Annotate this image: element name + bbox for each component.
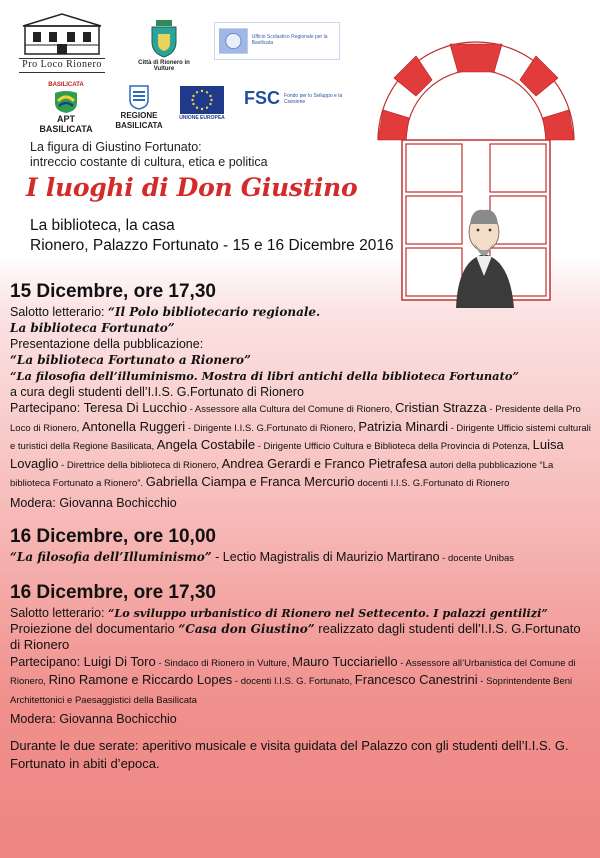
- cura: a cura degli studenti dell’I.I.S. G.Fortunato di Rionero: [10, 385, 304, 399]
- regione-logo: [110, 84, 168, 131]
- salotto-title-2: La biblioteca Fortunato”: [10, 321, 175, 335]
- intro-line-1: La figura di Giustino Fortunato:: [30, 140, 202, 154]
- participant-name: Riccardo Lopes: [141, 672, 233, 687]
- page-title: I luoghi di Don Giustino: [26, 173, 358, 202]
- conjunction: e: [128, 673, 142, 687]
- arch-window-illustration: [358, 28, 594, 308]
- day-2-section: [10, 525, 594, 567]
- proiezione: [10, 621, 594, 654]
- salotto-title: “Lo sviluppo urbanistico di Rionero nel Settecento. I palazzi gentilizi”: [107, 605, 548, 620]
- participant-role: - Presidente della Pro Loco di Rionero,: [10, 404, 581, 434]
- apt-label: APT BASILICATA: [39, 114, 93, 134]
- participant-role: - Assessore alla Cultura del Comune di Rionero,: [187, 404, 396, 415]
- participant-name: Franco Pietrafesa: [324, 455, 427, 471]
- participant-name: Franca Mercurio: [260, 474, 355, 489]
- fsc-label: Fondo per lo Sviluppo e la Coesione: [284, 92, 343, 105]
- event-program: [10, 280, 594, 773]
- ministero-logo: [214, 22, 340, 60]
- participant-role: docenti I.I.S. G.Fortunato di Rionero: [354, 478, 510, 489]
- participant-role: - docenti I.I.S. G. Fortunato,: [232, 676, 355, 687]
- participant-name: Gabriella Ciampa: [145, 474, 247, 489]
- intro-line-2: intreccio costante di cultura, etica e politica: [30, 155, 268, 169]
- participant-role: - Sindaco di Rionero in Vulture,: [155, 657, 293, 669]
- participant-role: - Dirigente Ufficio sistemi culturali e turistici della Regione Basilicata,: [10, 422, 591, 452]
- regione-emblem-icon: [128, 84, 150, 110]
- participant-name: Andrea Gerardi: [221, 455, 311, 471]
- ue-label: UNIONE EUROPEA: [179, 115, 225, 121]
- day-3-salotto: [10, 605, 594, 621]
- lectio-title: “La filosofia dell’Illuminismo”: [10, 549, 212, 564]
- participant-name: Rino Ramone: [48, 672, 129, 687]
- day-3-section: [10, 581, 594, 728]
- participant-role: - Direttrice della biblioteca di Rionero,: [58, 459, 222, 471]
- mostra-title: “La filosofia dell’illuminismo. Mostra di libri antichi della biblioteca Fortunato”: [10, 369, 519, 383]
- day-3-title: 16 Dicembre, ore 17,30: [10, 581, 216, 603]
- salotto-label: Salotto letterario:: [10, 605, 108, 620]
- presentazione: Presentazione della pubblicazione:: [10, 337, 204, 351]
- pro-loco-logo: [14, 12, 110, 73]
- palazzo-icon: [19, 12, 105, 56]
- salotto-label: Salotto letterario:: [10, 305, 108, 319]
- day-3-participants: [10, 654, 594, 710]
- participant-name: Francesco Canestrini: [354, 672, 478, 687]
- participant-name: Antonella Ruggeri: [81, 418, 186, 434]
- participant-name: Teresa Di Lucchio: [83, 400, 187, 415]
- intro-text: [30, 140, 268, 170]
- partecipano-label: Partecipano:: [10, 654, 84, 669]
- ue-logo: [177, 86, 227, 121]
- salotto-title: “Il Polo bibliotecario regionale.: [107, 305, 321, 319]
- participant-role: - Dirigente Ufficio Cultura e Biblioteca della Provincia di Potenza,: [255, 441, 533, 452]
- apt-top-label: BASILICATA: [48, 82, 84, 88]
- participant-name: Luisa Lovaglio: [10, 437, 564, 471]
- ministero-emblem-icon: [219, 26, 248, 56]
- lectio-line: [10, 549, 594, 567]
- comune-label: Città di Rionero in Vulture: [138, 60, 190, 73]
- spacer: [10, 567, 594, 581]
- lectio-text: - Lectio Magistralis di Maurizio Martirano: [211, 549, 440, 564]
- conjunction: e: [310, 456, 325, 471]
- subtitle-line-1: La biblioteca, la casa: [30, 217, 175, 234]
- participant-role: - Assessore all’Urbanistica del Comune di Rionero,: [10, 657, 576, 687]
- eu-flag-icon: [180, 86, 224, 114]
- participant-name: Patrizia Minardi: [358, 418, 448, 434]
- partecipano-label: Partecipano:: [10, 401, 84, 415]
- participant-name: Luigi Di Toro: [83, 653, 156, 669]
- day-1-participants: [10, 400, 594, 493]
- pro-loco-label: Pro Loco Rionero: [19, 58, 105, 73]
- comune-logo: [128, 18, 200, 73]
- apt-logo: [30, 80, 102, 134]
- conjunction: e: [246, 475, 261, 489]
- regione-label-1: REGIONE: [120, 111, 158, 120]
- participant-name: Cristian Strazza: [395, 400, 487, 415]
- day-1-salotto: [10, 304, 594, 320]
- participant-role: - Dirigente I.I.S. G.Fortunato di Rionero,: [185, 422, 359, 434]
- fsc-mark: FSC: [244, 88, 280, 108]
- day-1-title: 15 Dicembre, ore 17,30: [10, 281, 216, 302]
- regione-label-2: BASILICATA: [115, 121, 163, 131]
- documentary-text: realizzato dagli studenti dell’I.I.S. G.Fortunato di Rionero: [10, 620, 581, 652]
- day-1-moderator: Modera: Giovanna Bochicchio: [10, 495, 177, 510]
- proiezione-label: Proiezione del documentario: [10, 620, 179, 636]
- participant-role: autori della pubblicazione “La biblioteca Fortunato a Rionero”.: [10, 459, 554, 489]
- participant-name: Mauro Tucciariello: [292, 653, 398, 669]
- day-2-title: 16 Dicembre, ore 10,00: [10, 525, 216, 547]
- participant-name: Angela Costabile: [156, 437, 256, 452]
- apt-emblem-icon: [53, 89, 79, 113]
- documentary-title: “Casa don Giustino”: [178, 621, 315, 636]
- subtitle-line-2: Rionero, Palazzo Fortunato - 15 e 16 Dicembre 2016: [30, 237, 394, 254]
- coat-of-arms-icon: [149, 18, 179, 58]
- ministero-label: Ufficio Scolastico Regionale per la Basilicata: [251, 34, 328, 46]
- subtitle: [30, 216, 394, 256]
- participant-role: - Soprintendente Beni Architettonici e Paesaggistici della Basilicata: [10, 676, 573, 706]
- lectio-role: - docente Unibas: [439, 552, 515, 564]
- publication-title: “La biblioteca Fortunato a Rionero”: [10, 353, 251, 367]
- closing-note: Durante le due serate: aperitivo musicale e visita guidata del Palazzo con gli studenti dell’I.I.S. G. Fortunato in abiti d’epoca.: [10, 738, 569, 771]
- spacer: [10, 511, 594, 525]
- fsc-logo: [244, 88, 344, 109]
- day-1-section: [10, 280, 594, 511]
- day-3-moderator: Modera: Giovanna Bochicchio: [10, 712, 177, 726]
